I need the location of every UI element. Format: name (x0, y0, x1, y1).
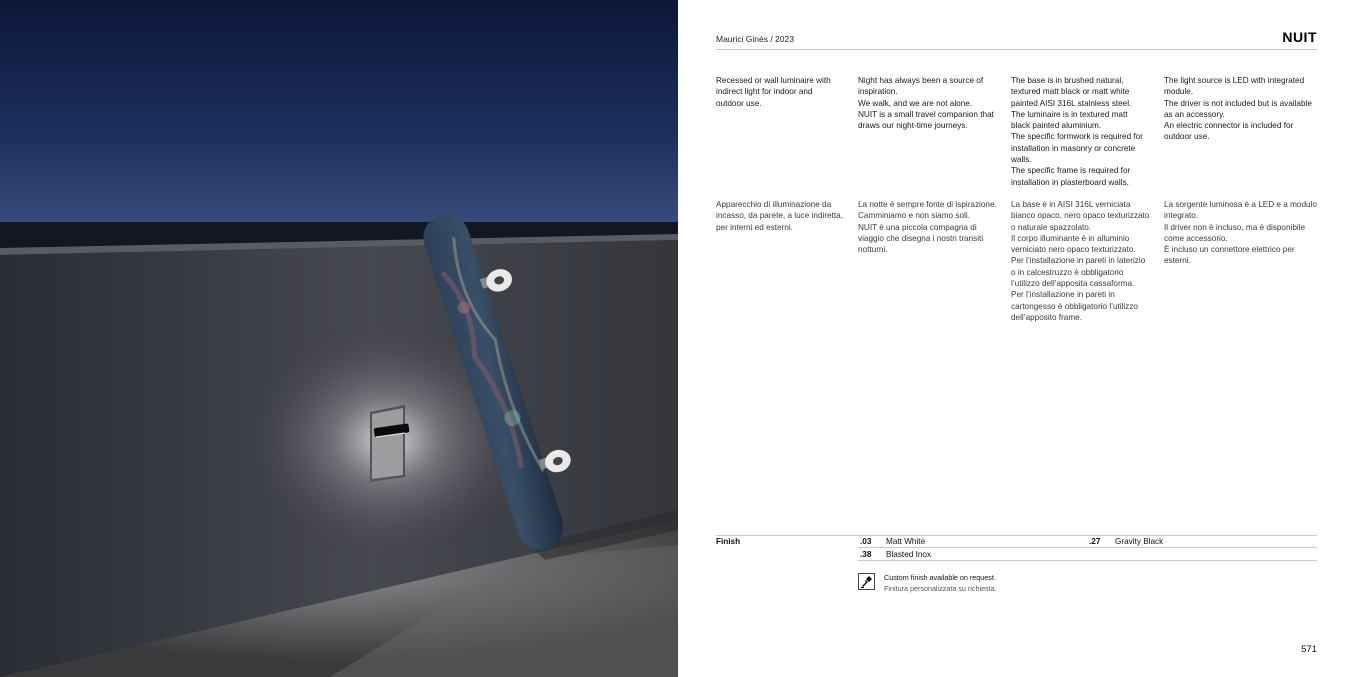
text-line: La notte è sempre fonte di ispirazione. (858, 200, 997, 209)
text-line: bianco opaco, nero opaco texturizzato (1011, 211, 1150, 221)
text-line: viaggio che disegna i nostri transiti (858, 233, 984, 243)
text-line: walls. (1011, 155, 1032, 165)
text-line: Per l’installazione in pareti in laterizio (1011, 256, 1146, 266)
text-line: outdoor use. (716, 98, 762, 108)
text-line: The driver is not included but is available (1164, 98, 1312, 108)
finish-divider (716, 535, 1317, 536)
description-it-col-2 (858, 199, 1003, 255)
text-line: o naturale spazzolato. (1011, 222, 1092, 232)
finish-code: .38 (860, 550, 872, 559)
page-header (716, 28, 1317, 50)
text-line: La base è in AISI 316L verniciata (1011, 200, 1131, 209)
finish-row-divider (858, 547, 1317, 548)
paint-brush-icon (858, 573, 875, 590)
text-line: draws our night-time journeys. (858, 121, 968, 131)
luminaire-graphic (370, 405, 410, 482)
text-line: indirect light for indoor and (716, 87, 813, 97)
text-line: come accessorio. (1164, 233, 1228, 243)
finish-name: Matt White (886, 537, 926, 546)
text-line: notturni. (858, 245, 888, 255)
text-line: per interni ed esterni. (716, 222, 793, 232)
description-it-col-1 (716, 199, 846, 233)
text-line: l’utilizzo dell’apposita cassaforma. (1011, 279, 1135, 289)
text-line: The light source is LED with integrated (1164, 76, 1305, 85)
description-en-col-1 (716, 75, 846, 109)
text-line: La sorgente luminosa è a LED e a modulo (1164, 200, 1317, 209)
finish-name: Gravity Black (1115, 537, 1164, 546)
description-en-col-4 (1164, 75, 1319, 143)
text-line: dell’apposito frame. (1011, 312, 1082, 322)
product-page (678, 0, 1355, 677)
finish-row-divider (858, 560, 1317, 561)
text-line: installation in masonry or concrete (1011, 143, 1136, 153)
product-title: NUIT (1282, 29, 1317, 45)
text-line: We walk, and we are not alone. (858, 98, 973, 108)
text-line: Night has always been a source of (858, 76, 984, 85)
text-line: cartongesso è obbligatorio l’utilizzo (1011, 301, 1138, 311)
text-line: installation in plasterboard walls. (1011, 177, 1129, 187)
custom-finish-note-it: Finitura personalizzata su richiesta. (884, 584, 997, 593)
text-line: integrato. (1164, 211, 1199, 221)
finish-code: .27 (1089, 537, 1101, 546)
text-line: black painted aluminium. (1011, 121, 1102, 131)
finish-name: Blasted Inox (886, 550, 932, 559)
text-line: module. (1164, 87, 1194, 97)
text-line: Il corpo illuminante è in alluminio (1011, 233, 1130, 243)
page-number: 571 (1301, 644, 1317, 655)
text-line: Apparecchio di illuminazione da (716, 200, 832, 209)
text-line: incasso, da parete, a luce indiretta, (716, 211, 843, 221)
finish-code: .03 (860, 537, 872, 546)
finish-label: Finish (716, 537, 741, 546)
description-it-col-3 (1011, 199, 1156, 323)
text-line: o in calcestruzzo è obbligatorio (1011, 267, 1124, 277)
text-line: painted AISI 316L stainless steel. (1011, 98, 1132, 108)
text-line: The luminaire is in textured matt (1011, 109, 1128, 119)
description-en-col-3 (1011, 75, 1156, 188)
text-line: The base is in brushed natural, (1011, 76, 1124, 85)
text-line: The specific frame is required for (1011, 166, 1131, 176)
description-it-col-4 (1164, 199, 1319, 267)
text-line: Per l’installazione in pareti in (1011, 290, 1115, 300)
text-line: È incluso un connettore elettrico per (1164, 245, 1295, 255)
text-line: The specific formwork is required for (1011, 132, 1143, 142)
custom-finish-note-en: Custom finish available on request. (884, 573, 996, 582)
text-line: verniciato nero opaco texturizzato. (1011, 245, 1136, 255)
text-line: textured matt black or matt white (1011, 87, 1130, 97)
designer-credit: Maurici Ginés / 2023 (716, 34, 794, 44)
text-line: Recessed or wall luminaire with (716, 76, 831, 85)
text-line: as an accessory. (1164, 109, 1225, 119)
text-line: Camminiamo e non siamo soli. (858, 211, 970, 221)
text-line: An electric connector is included for (1164, 121, 1294, 131)
text-line: esterni. (1164, 256, 1191, 266)
description-en-col-2 (858, 75, 1003, 131)
text-line: outdoor use. (1164, 132, 1210, 142)
text-line: NUIT is a small travel companion that (858, 109, 994, 119)
text-line: NUIT è una piccola compagna di (858, 222, 977, 232)
text-line: Il driver non è incluso, ma è disponibile (1164, 222, 1306, 232)
text-line: inspiration. (858, 87, 898, 97)
